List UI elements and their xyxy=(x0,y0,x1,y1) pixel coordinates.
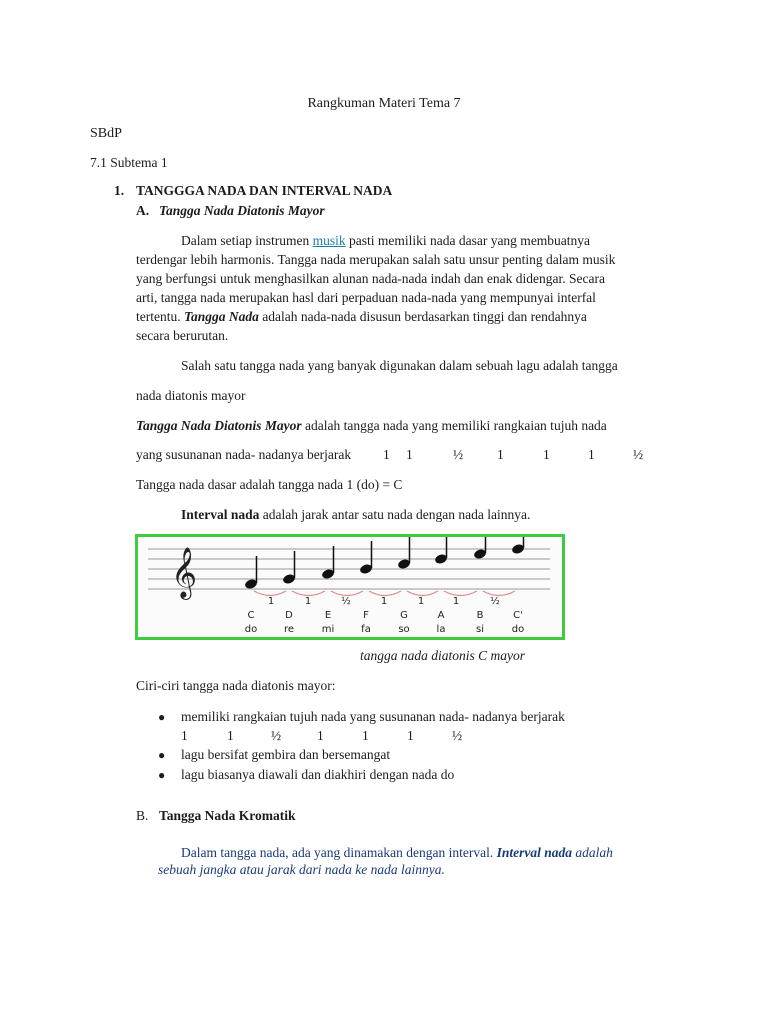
note-letter: G xyxy=(400,610,408,621)
paragraph-1-line-4: arti, tangga nada merupakan hasl dari perpaduan nada-nada yang mempunyai interfal xyxy=(136,290,596,305)
interval-value: ½ xyxy=(633,447,644,462)
subsection-a-letter: A. xyxy=(136,203,150,218)
figure-intervals xyxy=(268,595,500,607)
interval-arc xyxy=(444,591,477,596)
paragraph-5: Tangga nada dasar adalah tangga nada 1 (do) = C xyxy=(136,477,403,492)
section-b-line-2: sebuah jangka atau jarak dari nada ke nada lainnya. xyxy=(158,862,445,877)
note-letter: A xyxy=(437,610,445,621)
figure-interval-label: 1 xyxy=(417,596,425,607)
musik-link[interactable]: musik xyxy=(312,233,346,248)
bullet-dot-icon: ● xyxy=(158,768,166,782)
p1-text-pre: Dalam setiap instrumen xyxy=(181,233,313,248)
paragraph-2-line-2: nada diatonis mayor xyxy=(136,388,246,403)
paragraph-3 xyxy=(136,418,607,434)
interval-value: 1 xyxy=(317,728,324,743)
interval-value: ½ xyxy=(271,728,282,743)
interval-value: 1 xyxy=(543,447,550,462)
interval-arc xyxy=(407,591,438,596)
interval-value: 1 xyxy=(227,728,234,743)
interval-value: 1 xyxy=(407,728,414,743)
note-letters xyxy=(248,610,523,621)
interval-arc xyxy=(369,591,401,596)
interval-value: 1 xyxy=(406,447,413,462)
solfege-label: do xyxy=(244,624,258,635)
figure-interval-label: 1 xyxy=(380,596,388,607)
subject-label: SBdP xyxy=(90,126,122,141)
tangga-nada-term: Tangga Nada xyxy=(183,309,259,324)
p1-text-post: pasti memiliki nada dasar yang membuatnya xyxy=(345,233,591,248)
solfege-label: so xyxy=(398,624,410,635)
section-number: 1. xyxy=(114,183,125,198)
figure-interval-label: 1 xyxy=(267,596,275,607)
paragraph-1-line-5 xyxy=(136,309,587,325)
p3-post: adalah tangga nada yang memiliki rangkaian tujuh nada xyxy=(301,418,607,433)
note-letter: C' xyxy=(513,610,523,621)
interval-nada-term-b: Interval nada xyxy=(496,845,573,860)
p1-l5-pre: tertentu. xyxy=(136,309,184,324)
section-b-letter: B. xyxy=(136,808,149,823)
solfege-label: do xyxy=(511,624,525,635)
paragraph-1-line-6: secara berurutan. xyxy=(136,328,229,343)
section-b-l1-pre: Dalam tangga nada, ada yang dinamakan dengan interval. xyxy=(181,845,497,860)
interval-value: 1 xyxy=(362,728,369,743)
p6-post: adalah jarak antar satu nada dengan nada lainnya. xyxy=(259,507,531,522)
section-heading: TANGGGA NADA DAN INTERVAL NADA xyxy=(136,183,393,198)
solfege-label: mi xyxy=(321,624,335,635)
staff-lines xyxy=(148,549,550,589)
paragraph-4: yang susunanan nada- nadanya berjarak xyxy=(136,447,352,462)
interval-arc xyxy=(254,591,286,596)
subsection-a-title: Tangga Nada Diatonis Mayor xyxy=(159,203,325,218)
figure-interval-label: 1 xyxy=(452,596,460,607)
solfege-label: fa xyxy=(361,624,371,635)
bullet-dot-icon: ● xyxy=(158,710,166,724)
interval-nada-term: Interval nada xyxy=(181,507,260,522)
note-letter: B xyxy=(476,610,484,621)
staff-svg xyxy=(138,537,562,637)
c-major-scale-figure xyxy=(135,534,565,640)
notes-group xyxy=(244,537,525,590)
paragraph-6 xyxy=(181,507,530,523)
subtema-label: 7.1 Subtema 1 xyxy=(90,155,168,170)
bullet-dot-icon: ● xyxy=(158,748,166,762)
ciri-heading: Ciri-ciri tangga nada diatonis mayor: xyxy=(136,678,336,693)
ciri-item-2: lagu bersifat gembira dan bersemangat xyxy=(181,747,391,762)
section-b-title: Tangga Nada Kromatik xyxy=(159,808,296,823)
figure-interval-label: ½ xyxy=(490,596,500,607)
interval-arc xyxy=(483,591,515,596)
note-letter: F xyxy=(363,610,369,621)
paragraph-1-line-2: terdengar lebih harmonis. Tangga nada merupakan salah satu unsur penting dalam musik xyxy=(136,252,616,267)
diatonis-mayor-term: Tangga Nada Diatonis Mayor xyxy=(136,418,302,433)
interval-value: 1 xyxy=(497,447,504,462)
note-letter: C xyxy=(247,610,255,621)
solfege-labels xyxy=(245,624,524,635)
interval-value: ½ xyxy=(453,447,464,462)
figure-interval-label: ½ xyxy=(341,596,351,607)
paragraph-1-line-1 xyxy=(181,233,590,249)
interval-value: 1 xyxy=(181,728,188,743)
p1-l5-post: adalah nada-nada disusun berdasarkan tinggi dan rendahnya xyxy=(258,309,587,324)
treble-clef-icon: 𝄞 xyxy=(171,547,198,598)
figure-caption: tangga nada diatonis C mayor xyxy=(360,648,526,663)
section-b-line-1 xyxy=(181,845,613,861)
solfege-label: si xyxy=(476,624,484,635)
document-title: Rangkuman Materi Tema 7 xyxy=(307,96,461,111)
section-b-l1-post: adalah xyxy=(572,845,613,860)
note-letter: D xyxy=(285,610,293,621)
solfege-label: re xyxy=(283,624,295,635)
interval-arc xyxy=(331,591,363,596)
note-letter: E xyxy=(324,610,332,621)
ciri-item-1: memiliki rangkaian tujuh nada yang susunanan nada- nadanya berjarak xyxy=(181,709,565,724)
paragraph-1-line-3: yang berfungsi untuk menghasilkan alunan nada-nada indah dan enak didengar. Secara xyxy=(136,271,605,286)
interval-value: 1 xyxy=(588,447,595,462)
interval-value: ½ xyxy=(452,728,463,743)
ciri-item-3: lagu biasanya diawali dan diakhiri dengan nada do xyxy=(181,767,455,782)
interval-arcs xyxy=(254,591,515,596)
solfege-label: la xyxy=(436,624,446,635)
interval-value: 1 xyxy=(383,447,390,462)
interval-arc xyxy=(292,591,325,596)
figure-interval-label: 1 xyxy=(304,596,312,607)
paragraph-2-line-1: Salah satu tangga nada yang banyak digunakan dalam sebuah lagu adalah tangga xyxy=(181,358,618,373)
